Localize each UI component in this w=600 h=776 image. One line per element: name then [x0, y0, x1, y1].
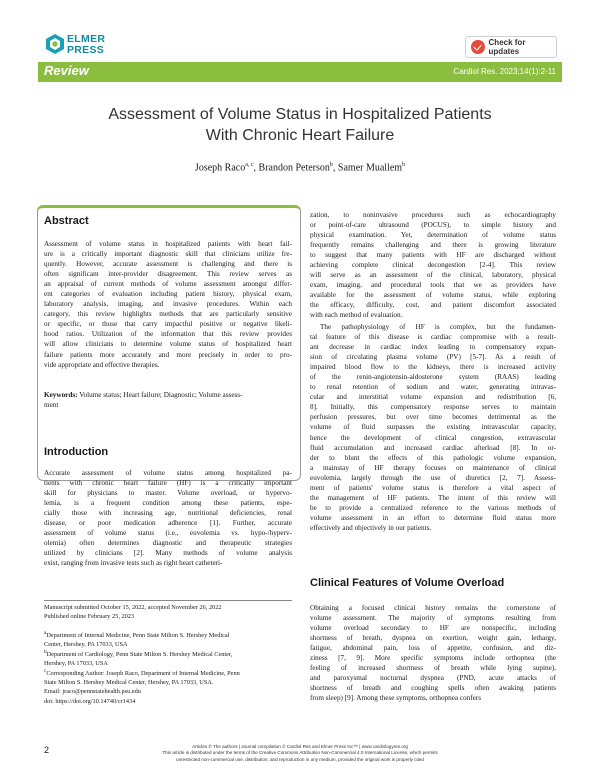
text-line: or point-of-care ultrasound (POCUS), to simple history and	[310, 221, 556, 230]
keywords: Keywords: Volume status; Heart failure; Diagnostic; Volume assess- ment	[44, 391, 243, 410]
manuscript-dates: Manuscript submitted October 15, 2022, accepted November 26, 2022 Published online February 25, 2023	[44, 604, 222, 620]
text-line: 8]. Initially, this compensatory response serves to maintain	[310, 403, 556, 412]
text-line: of the renin-angiotensin-aldosterone system (RAAS) leading	[310, 373, 556, 382]
text-line: fatigue, abdominal pain, loss of appetite, confusion, and diz-	[310, 644, 556, 653]
clinical-features-text	[310, 603, 556, 703]
text-line: vide appropriate and effective therapies.	[44, 360, 160, 369]
affiliation-b: $^b$Department of Cardiology, Penn State Milton S. Hershey Medical Center, Hershey, PA 17033, USA	[44, 649, 233, 668]
text-line: volume assessment. The majority of symptoms resulting from	[310, 614, 556, 623]
section-label: Review	[44, 63, 89, 78]
text-line: disease, or poor medication adherence [1]. Further, accurate	[44, 519, 292, 528]
text-line: with each method of evaluation.	[310, 311, 403, 320]
text-line: The pathophysiology of HF is complex, but the fundamen-	[320, 323, 556, 331]
text-line: ant decrease in cardiac index leading to compensatory expan-	[310, 343, 556, 352]
text-line: zation, to noninvasive procedures such as echocardiography	[310, 211, 556, 219]
abstract-heading: Abstract	[44, 215, 89, 227]
text-line: failure patients more accurately and more precisely in order to pro-	[44, 350, 292, 359]
text-line: volume assessment in an effort to determine fluid status more	[310, 513, 556, 522]
clinical-features-heading: Clinical Features of Volume Overload	[310, 577, 505, 589]
text-line: frequently remains challenging and there is growing literature	[310, 241, 556, 250]
text-line: exist, ranging from invasive tests such as right heart catheteri-	[44, 559, 223, 568]
text-line: ent categories of evaluation including patient history, physical exam,	[44, 290, 292, 299]
corresponding-author: $^c$Corresponding Author: Joseph Raco, Department of Internal Medicine, Penn State Milton S. Hershey Medical Center, Hershey, PA 17033, USA. Email: jraco@pennstatehealth.psu.edu	[44, 668, 240, 696]
introduction-text	[44, 468, 292, 568]
text-line: often significant inter-provider disagreement. This review serves as	[44, 270, 292, 279]
text-line: an appraisal of current methods of volume assessment amongst differ-	[44, 280, 292, 289]
text-line: to suggest that many patients with HF are discharged without	[310, 251, 556, 260]
text-line: the efficacy, difficulty, cost, and patient discomfort associated	[310, 301, 556, 310]
affiliation-a: $^a$Department of Internal Medicine, Penn State Milton S. Hershey Medical Center, Hershey, PA 17033, USA	[44, 630, 230, 649]
text-line: tients with chronic heart failure (HF) is a critically important	[44, 479, 292, 488]
text-line: assessment of volume status (i.e., euvolemia vs. hypo-/hyperv-	[44, 529, 292, 538]
text-line: perfusion pressures, but over time becomes detrimental as the	[310, 413, 556, 422]
elmer-press-logo-icon	[45, 33, 65, 55]
text-line: ziness [7, 9]. More specific symptoms include orthopnea (the	[310, 654, 556, 663]
text-line: feeling of increased shortness of breath while lying supine),	[310, 664, 556, 673]
publisher-name: ELMER PRESS	[67, 33, 106, 56]
text-line: be to provide a centralized reference to the various methods of	[310, 503, 556, 512]
pathophysiology-text	[310, 322, 556, 533]
text-line: utilized by clinicians [2]. Many methods of volume analysis	[44, 549, 292, 558]
text-line: category, this review highlights methods that are particularly sensitive	[44, 310, 292, 319]
abstract-text	[44, 239, 292, 370]
text-line: available for the assessment of volume status, while exploring	[310, 291, 556, 300]
text-line: achieving complete clinical decongestion [2-4]. This review	[310, 261, 556, 270]
text-line: exam, imaging, and procedural tools that we as providers have	[310, 281, 556, 290]
text-line: Assessment of volume status in hospitalized patients with heart fail-	[44, 240, 292, 248]
text-line: der to blunt the effects of this pathologic volume expansion,	[310, 453, 556, 462]
page-footer: Articles © The authors | Journal compilation © Cardiol Res and Elmer Press Inc™ | www.cardiologyres.org This article is distributed under the terms of the Creative Commons Attribution Non-Commercial 4.0 International License, which permits unrestricted non-commercial use, distribution, and reproduction in any medium, provided the original work is properly cited	[162, 744, 438, 762]
author-list: Joseph Raco$^{a, c}$, Brandon Peterson$^b$, Samer Muallem$^b$	[194, 162, 406, 174]
text-line: volume overload secondary to HF are nonspecific, including	[310, 624, 556, 633]
text-line: fluid accumulation and increased cardiac afterload [8]. In or-	[310, 443, 556, 452]
check-for-updates-button[interactable]: Check for updates	[465, 36, 557, 58]
publisher-logo	[45, 33, 125, 59]
article-title: Assessment of Volume Status in Hospitalized Patients With Chronic Heart Failure	[108, 106, 492, 144]
text-line: will serve as an assessment of the clinical, laboratory, physical	[310, 271, 556, 280]
text-line: Accurate assessment of volume status among hospitalized pa-	[44, 469, 292, 477]
text-line: will allow clinicians to determine volume status of hospitalized heart	[44, 340, 292, 349]
text-line: volume of fluid surpasses the existing intravascular capacity,	[310, 423, 556, 432]
text-line: and paroxysmal nocturnal dyspnea (PND, acute attacks of	[310, 674, 556, 683]
footnote-divider	[44, 600, 292, 601]
text-line: ure is a critically important diagnostic skill that clinicians utilize fre-	[44, 250, 292, 259]
text-line: or specific, or those that carry impactful positive or negative likeli-	[44, 320, 292, 329]
text-line: hence the development of clinical congestion, extravascular	[310, 433, 556, 442]
text-line: cially those with increasing age, nutritional deficiencies, renal	[44, 509, 292, 518]
text-line: sion of circulating plasma volume (PV) [5-7]. As a result of	[310, 353, 556, 362]
text-line: effectively and objectively in our patients.	[310, 523, 432, 532]
text-line: a mainstay of HF therapy focuses on maintenance of clinical	[310, 463, 556, 472]
page-number: 2	[44, 745, 50, 755]
text-line: Obtaining a focused clinical history remains the cornerstone of	[310, 604, 556, 612]
text-line: from sleep) [9]. Among these symptoms, orthopnea confers	[310, 694, 482, 703]
text-line: shortness of breath, dyspnea on exertion, weight gain, lethargy,	[310, 634, 556, 643]
text-line: olemia) often determines diagnostic and therapeutic strategies	[44, 539, 292, 548]
intro-continued-text	[310, 210, 556, 321]
doi-link[interactable]: doi: https://doi.org/10.14740/cr1434	[44, 698, 136, 705]
text-line: to renal retention of sodium and water, generating intravas-	[310, 383, 556, 392]
text-line: euvolemia, largely through the use of diuretics [2, 7]. Assess-	[310, 473, 556, 482]
text-line: impaired blood flow to the kidneys, there is increased activity	[310, 363, 556, 372]
text-line: laboratory analysis, imaging, and invasive procedures. Within each	[44, 300, 292, 309]
text-line: shortness of breath and coughing spells often awaking patients	[310, 684, 556, 693]
text-line: physical examination. Yet, determination of volume status	[310, 231, 556, 240]
text-line: ment of patients' volume status is therefore a vital aspect of	[310, 483, 556, 492]
text-line: hood ratios. Utilization of the information that this review provides	[44, 330, 292, 339]
introduction-heading: Introduction	[44, 446, 109, 458]
section-banner	[38, 62, 562, 82]
check-updates-icon	[471, 40, 485, 54]
text-line: cular and interstitial volume expansion and redistribution [6,	[310, 393, 556, 402]
text-line: tal feature of this disease is cardiac compromise with a result-	[310, 333, 556, 342]
text-line: quently. However, accurate assessment is challenging and there is	[44, 260, 292, 269]
journal-citation: Cardiol Res. 2023;14(1):2-11	[453, 67, 556, 76]
text-line: the management of HF patients. The intent of this review will	[310, 493, 556, 502]
text-line: lemia, is a frequent condition among these patients, espe-	[44, 499, 292, 508]
text-line: skill for physicians to master. Volume overload, or hypervo-	[44, 489, 292, 498]
